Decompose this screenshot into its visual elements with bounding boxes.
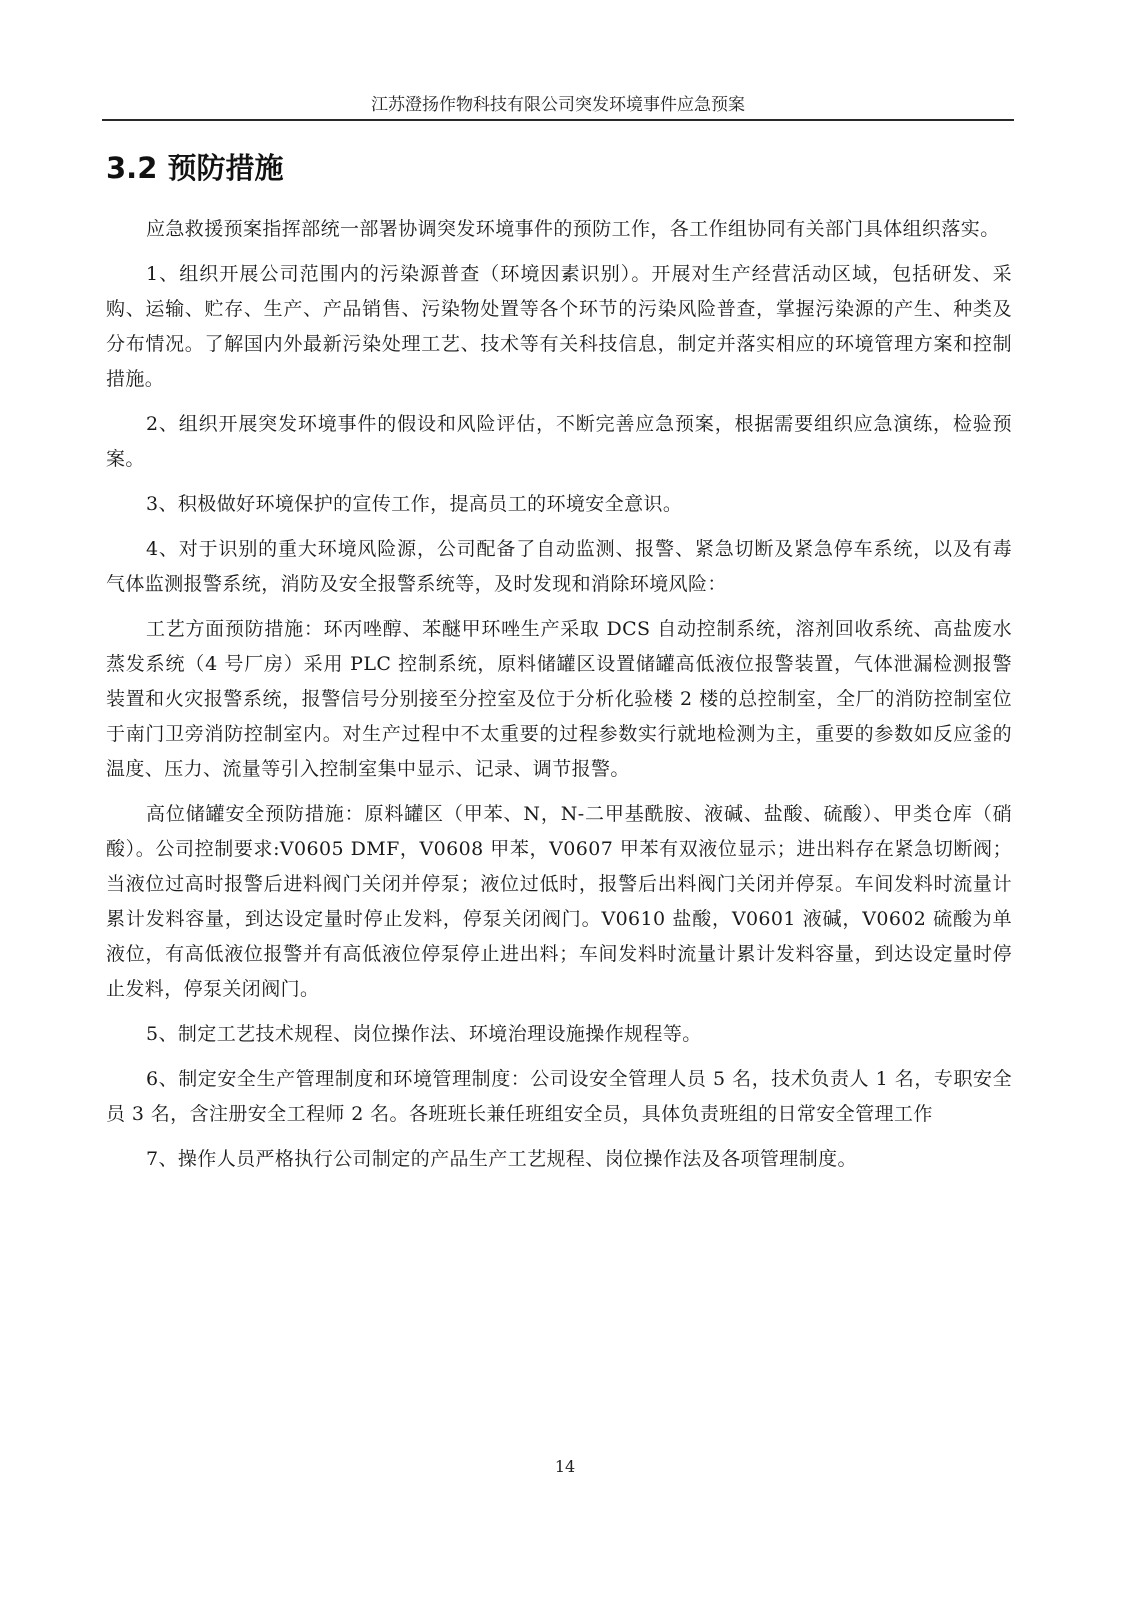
paragraph-item-5: 5、制定工艺技术规程、岗位操作法、环境治理设施操作规程等。 bbox=[146, 1023, 702, 1045]
paragraph-process-measures: 工艺方面预防措施：环丙唑醇、苯醚甲环唑生产采取 DCS 自动控制系统，溶剂回收系统、高盐废水蒸发系统（4 号厂房）采用 PLC 控制系统，原料储罐区设置储罐高低液位报警装置，气体泄漏检测报警装置和火灾报警系统，报警信号分别接至分控室及位于分析化验楼 2 楼的总控制室，全厂的消防控制室位于南门卫旁消防控制室内。对生产过程中不太重要的过程参数实行就地检测为主，重要的参数如反应釜的温度、压力、流量等引入控制室集中显示、记录、调节报警。 bbox=[106, 618, 1012, 780]
header-rule bbox=[102, 119, 1014, 121]
paragraph-intro: 应急救援预案指挥部统一部署协调突发环境事件的预防工作，各工作组协同有关部门具体组织落实。 bbox=[146, 218, 1000, 240]
body-text bbox=[106, 212, 1012, 1187]
running-header: 江苏澄扬作物科技有限公司突发环境事件应急预案 bbox=[371, 95, 745, 115]
paragraph-item-3: 3、积极做好环境保护的宣传工作，提高员工的环境安全意识。 bbox=[146, 493, 683, 515]
page-number: 14 bbox=[554, 1457, 576, 1476]
section-title: 3.2 预防措施 bbox=[106, 151, 284, 185]
paragraph-tank-measures: 高位储罐安全预防措施：原料罐区（甲苯、N，N-二甲基酰胺、液碱、盐酸、硫酸）、甲类仓库（硝酸）。公司控制要求:V0605 DMF，V0608 甲苯，V0607 甲苯有双液位显示；进出料存在紧急切断阀；当液位过高时报警后进料阀门关闭并停泵；液位过低时，报警后出料阀门关闭并停泵。车间发料时流量计累计发料容量，到达设定量时停止发料，停泵关闭阀门。V0610 盐酸，V0601 液碱，V0602 硫酸为单液位，有高低液位报警并有高低液位停泵停止进出料；车间发料时流量计累计发料容量，到达设定量时停止发料，停泵关闭阀门。 bbox=[106, 803, 1012, 1000]
paragraph-item-4: 4、对于识别的重大环境风险源，公司配备了自动监测、报警、紧急切断及紧急停车系统，以及有毒气体监测报警系统，消防及安全报警系统等，及时发现和消除环境风险： bbox=[106, 538, 1012, 595]
paragraph-item-2: 2、组织开展突发环境事件的假设和风险评估，不断完善应急预案，根据需要组织应急演练，检验预案。 bbox=[106, 413, 1012, 470]
paragraph-item-7: 7、操作人员严格执行公司制定的产品生产工艺规程、岗位操作法及各项管理制度。 bbox=[146, 1148, 857, 1170]
paragraph-item-1: 1、组织开展公司范围内的污染源普查（环境因素识别）。开展对生产经营活动区域，包括研发、采购、运输、贮存、生产、产品销售、污染物处置等各个环节的污染风险普查，掌握污染源的产生、种类及分布情况。了解国内外最新污染处理工艺、技术等有关科技信息，制定并落实相应的环境管理方案和控制措施。 bbox=[106, 263, 1012, 390]
paragraph-item-6: 6、制定安全生产管理制度和环境管理制度：公司设安全管理人员 5 名，技术负责人 1 名，专职安全员 3 名，含注册安全工程师 2 名。各班班长兼任班组安全员，具体负责班组的日常安全管理工作 bbox=[106, 1068, 1012, 1125]
